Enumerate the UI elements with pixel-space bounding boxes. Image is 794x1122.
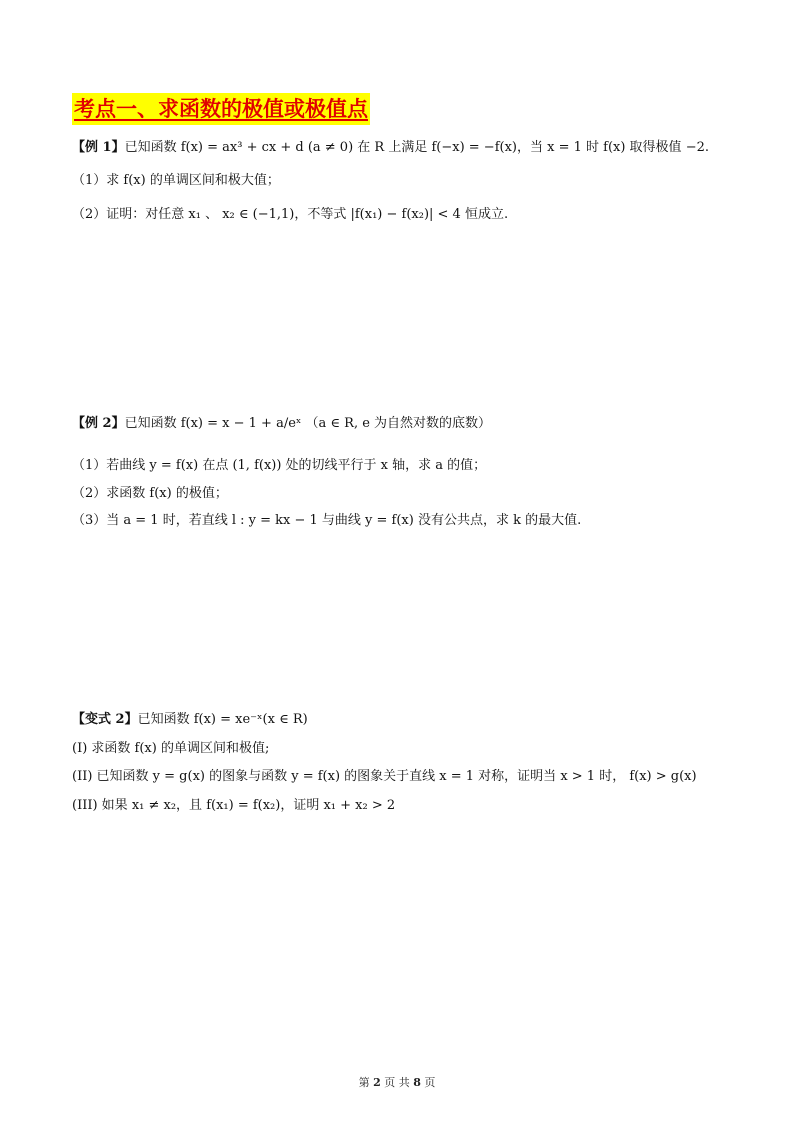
variant-2-question-3: (III) 如果 x₁ ≠ x₂，且 f(x₁) = f(x₂)，证明 x₁ + x₂ > 2 [72, 798, 396, 813]
variant-2-question-1: (I) 求函数 f(x) 的单调区间和极值; [72, 741, 270, 756]
example-1-text: 已知函数 f(x) = ax³ + cx + d (a ≠ 0) 在 R 上满足 f(−x) = −f(x)，当 x = 1 时 f(x) 取得极值 −2. [124, 140, 709, 155]
footer-suffix: 页 [424, 1076, 436, 1089]
example-1-question-1: （1）求 f(x) 的单调区间和极大值； [72, 173, 280, 188]
example-2-question-1: （1）若曲线 y = f(x) 在点 (1, f(x)) 处的切线平行于 x 轴，求 a 的值； [72, 458, 487, 473]
example-2-question-2: （2）求函数 f(x) 的极值； [72, 486, 228, 501]
example-2-label: 【例 2】 [72, 416, 125, 431]
example-2-question-3: （3）当 a = 1 时，若直线 l : y = kx − 1 与曲线 y = f(x) 没有公共点，求 k 的最大值. [72, 513, 582, 528]
example-1-question-2: （2）证明：对任意 x₁ 、 x₂ ∈ (−1,1)，不等式 |f(x₁) − f(x₂)| < 4 恒成立. [72, 207, 509, 222]
page-footer [0, 1074, 794, 1090]
variant-2-label: 【变式 2】 [72, 712, 138, 727]
example-1-label: 【例 1】 [72, 140, 125, 155]
footer-prefix: 第 [358, 1076, 370, 1089]
example-2-stem [72, 415, 491, 433]
example-2-text: 已知函数 f(x) = x − 1 + a/eˣ （a ∈ R, e 为自然对数的底数） [124, 416, 492, 431]
variant-2-question-2: (II) 已知函数 y = g(x) 的图象与函数 y = f(x) 的图象关于直线 x = 1 对称，证明当 x > 1 时， f(x) > g(x) [72, 769, 697, 784]
variant-2-text: 已知函数 f(x) = xe⁻ˣ(x ∈ R) [137, 712, 308, 727]
example-1-stem [72, 139, 709, 157]
variant-2-stem [72, 711, 308, 729]
footer-total-pages: 8 [413, 1076, 421, 1089]
footer-middle: 页 共 [384, 1076, 410, 1089]
footer-page-number: 2 [373, 1076, 381, 1089]
section-heading: 考点一、求函数的极值或极值点 [72, 93, 370, 125]
